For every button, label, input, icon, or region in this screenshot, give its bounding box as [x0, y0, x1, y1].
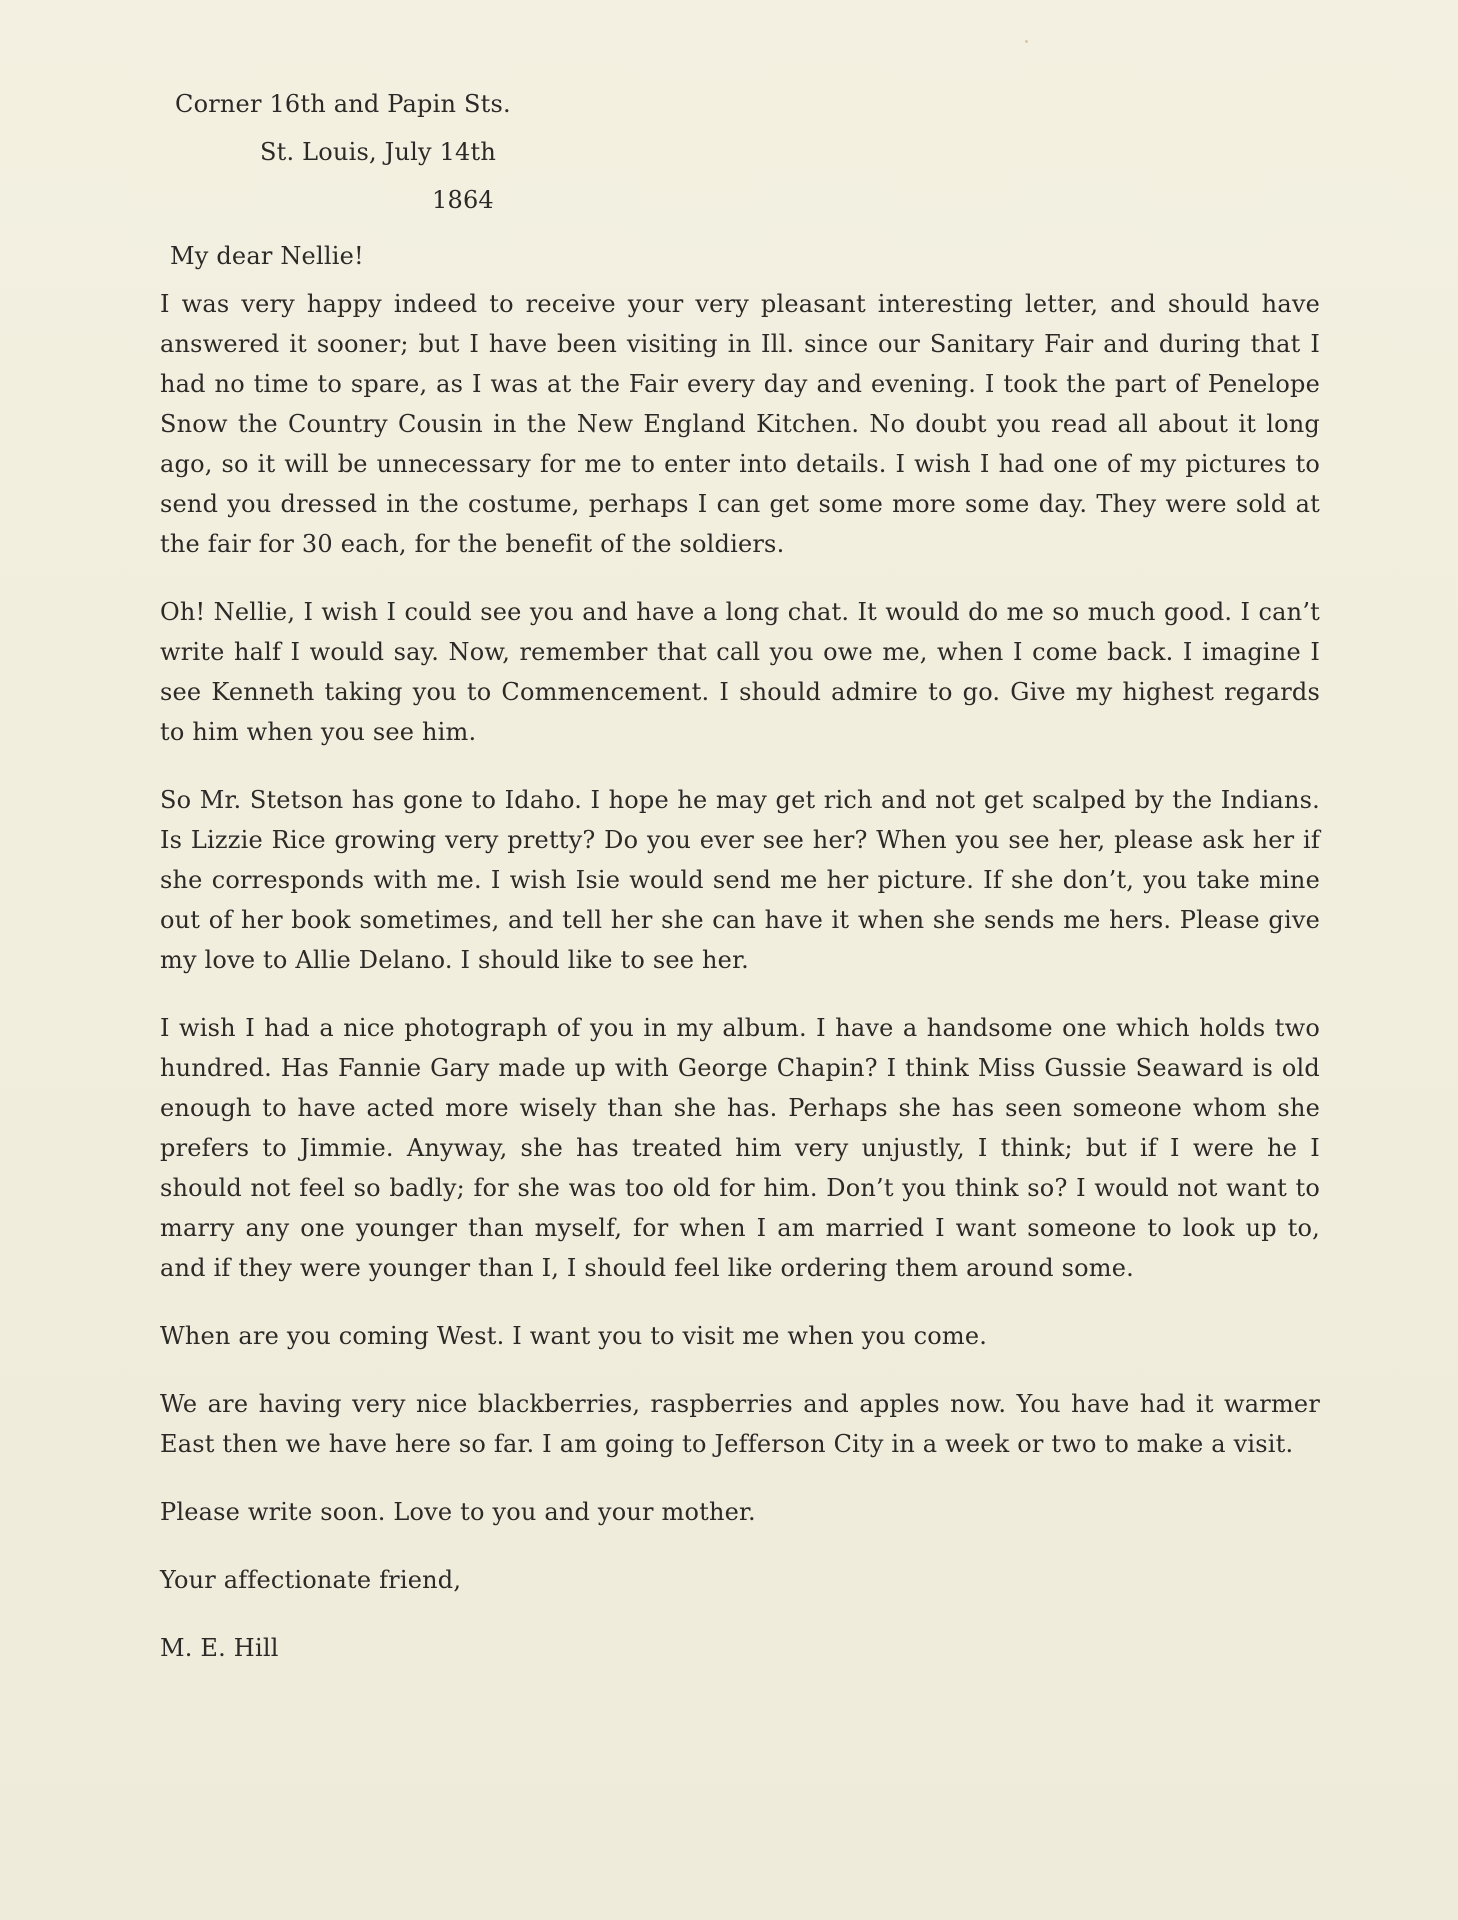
paragraph-mr-stetson: So Mr. Stetson has gone to Idaho. I hope he may get rich and not get scalped by the Indians. Is Lizzie Rice growing very pretty? Do you ever see her? When you see her, please ask her if she corresponds with me. I wish Isie would send me her picture. If she don’t, you take mine out of her book sometimes, and tell her she can have it when she sends me hers. Please give my love to Allie Delano. I should like to see her.: [160, 786, 1320, 974]
paragraph-photograph-album: I wish I had a nice photograph of you in my album. I have a handsome one which holds two hundred. Has Fannie Gary made up with George Chapin? I think Miss Gussie Seaward is old enough to have acted more wisely than she has. Perhaps she has seen someone whom she prefers to Jimmie. Anyway, she has treated him very unjustly, I think; but if I were he I should not feel so badly; for she was too old for him. Don’t you think so? I would not want to marry any one younger than myself, for when I am married I want someone to look up to, and if they were younger than I, I should feel like ordering them around some.: [160, 1014, 1320, 1282]
paragraph-blackberries: We are having very nice blackberries, raspberries and apples now. You have had it warmer East then we have here so far. I am going to Jefferson City in a week or two to make a visit.: [160, 1390, 1320, 1458]
address-line-2: St. Louis, July 14th: [260, 138, 497, 166]
paragraph-coming-west: When are you coming West. I want you to visit me when you come.: [160, 1322, 988, 1350]
letter-body: [160, 80, 1320, 1668]
closing: Your affectionate friend,: [160, 1566, 462, 1594]
signature: M. E. Hill: [160, 1634, 279, 1662]
paragraph-write-soon: Please write soon. Love to you and your mother.: [160, 1498, 756, 1526]
paragraph-long-chat: Oh! Nellie, I wish I could see you and have a long chat. It would do me so much good. I can’t write half I would say. Now, remember that call you owe me, when I come back. I imagine I see Kenneth taking you to Commencement. I should admire to go. Give my highest regards to him when you see him.: [160, 598, 1320, 746]
address-year: 1864: [432, 186, 494, 214]
salutation: My dear Nellie!: [170, 242, 364, 270]
paragraph-sanitary-fair: I was very happy indeed to receive your very pleasant interesting letter, and should have answered it sooner; but I have been visiting in Ill. since our Sanitary Fair and during that I had no time to spare, as I was at the Fair every day and evening. I took the part of Penelope Snow the Country Cousin in the New England Kitchen. No doubt you read all about it long ago, so it will be unnecessary for me to enter into details. I wish I had one of my pictures to send you dressed in the costume, perhaps I can get some more some day. They were sold at the fair for 30 each, for the benefit of the soldiers.: [160, 290, 1320, 558]
address-line-1: Corner 16th and Papin Sts.: [175, 90, 511, 118]
paper-speck-mark: [1025, 40, 1028, 43]
